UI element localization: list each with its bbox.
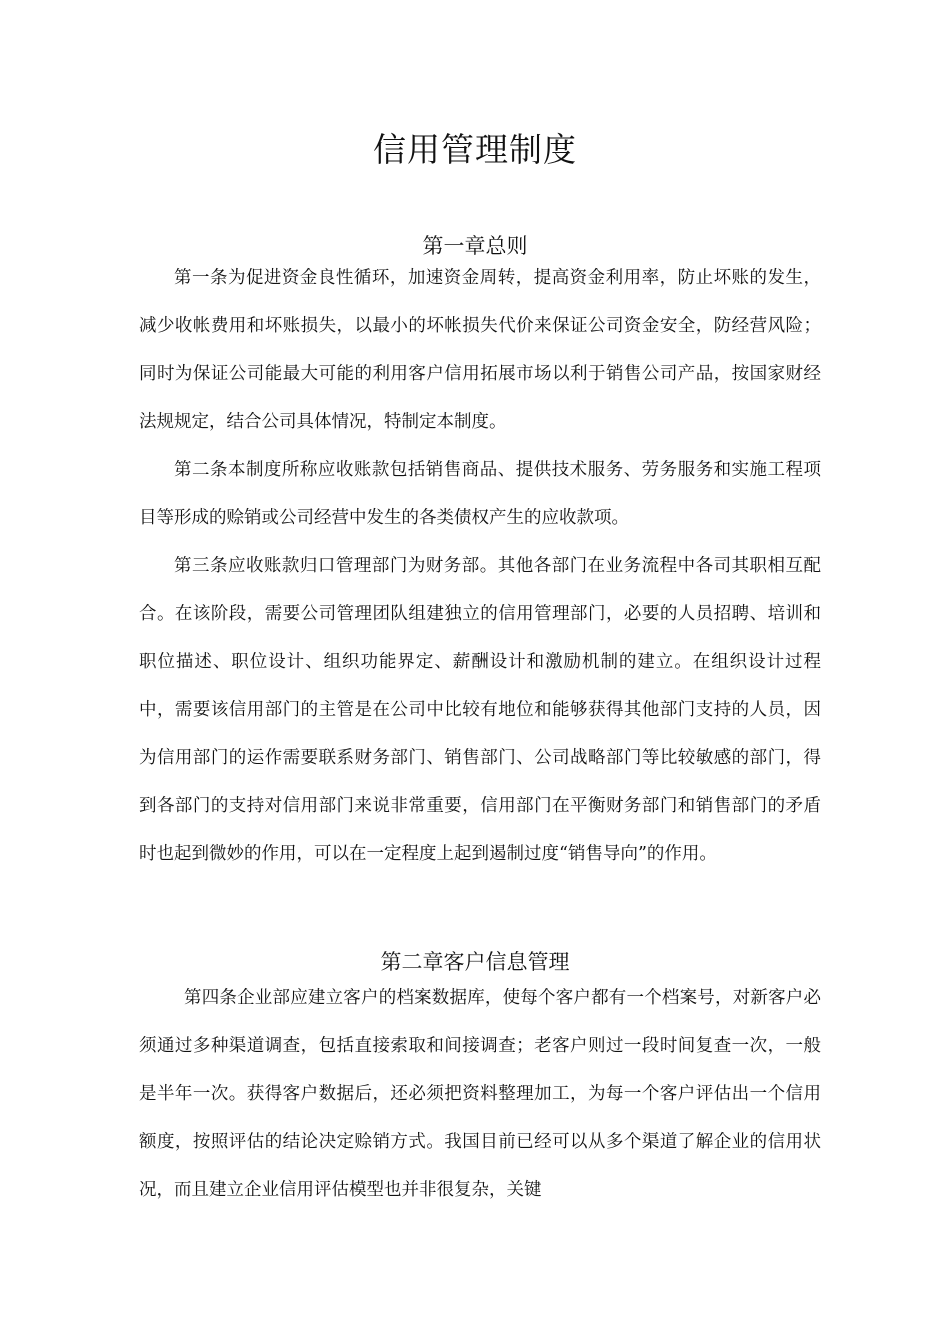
- article-3-paragraph: 第三条应收账款归口管理部门为财务部。其他各部门在业务流程中各司其职相互配合。在该阶段，需要公司管理团队组建独立的信用管理部门，必要的人员招聘、培训和职位描述、职位设计、组织功能界定、薪酬设计和激励机制的建立。在组织设计过程中，需要该信用部门的主管是在公司中比较有地位和能够获得其他部门支持的人员，因为信用部门的运作需要联系财务部门、销售部门、公司战略部门等比较敏感的部门，得到各部门的支持对信用部门来说非常重要，信用部门在平衡财务部门和销售部门的矛盾时也起到微妙的作用，可以在一定程度上起到遏制过度“销售导向”的作用。: [139, 556, 821, 864]
- article-2-paragraph: 第二条本制度所称应收账款包括销售商品、提供技术服务、劳务服务和实施工程项目等形成的赊销或公司经营中发生的各类债权产生的应收款项。: [139, 460, 821, 528]
- article-4-paragraph: 第四条企业部应建立客户的档案数据库，使每个客户都有一个档案号，对新客户必须通过多种渠道调查，包括直接索取和间接调查；老客户则过一段时间复查一次，一般是半年一次。获得客户数据后，还必须把资料整理加工，为每一个客户评估出一个信用额度，按照评估的结论决定赊销方式。我国目前已经可以从多个渠道了解企业的信用状况，而且建立企业信用评估模型也并非很复杂，关键: [139, 988, 821, 1200]
- chapter-2-heading: 第二章客户信息管理: [380, 950, 570, 975]
- document-title: 信用管理制度: [373, 130, 577, 170]
- chapter-1-heading: 第一章总则: [422, 234, 528, 259]
- article-1-paragraph: 第一条为促进资金良性循环，加速资金周转，提高资金利用率，防止坏账的发生，减少收帐费用和坏账损失，以最小的坏帐损失代价来保证公司资金安全，防经营风险；同时为保证公司能最大可能的利用客户信用拓展市场以利于销售公司产品，按国家财经法规规定，结合公司具体情况，特制定本制度。: [139, 268, 821, 432]
